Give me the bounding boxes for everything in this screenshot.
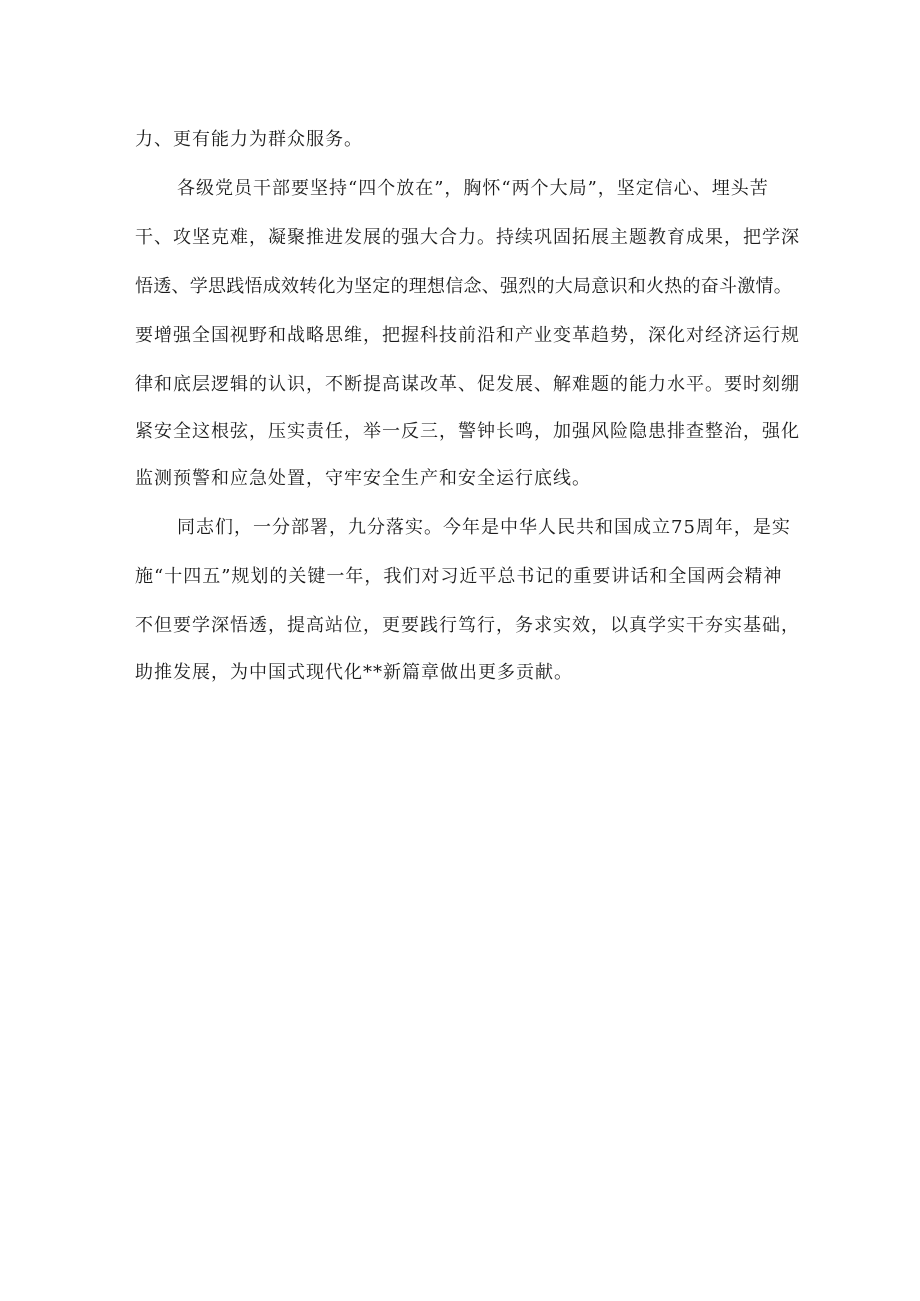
text-line: 助推发展，为中国式现代化**新篇章做出更多贡献。	[135, 662, 573, 683]
text-line: 力、更有能力为群众服务。	[135, 129, 363, 150]
text-line: 施“十四五”规划的关键一年，我们对习近平总书记的重要讲话和全国两会精神	[135, 566, 783, 587]
text-line: 监测预警和应急处置，守牢安全生产和安全运行底线。	[135, 468, 591, 489]
text-line: 要增强全国视野和战略思维，把握科技前沿和产业变革趋势，深化对经济运行规	[135, 325, 800, 346]
text-line: 各级党员干部要坚持“四个放在”，胸怀“两个大局”，坚定信心、埋头苦	[177, 178, 769, 199]
text-line: 律和底层逻辑的认识，不断提高谋改革、促发展、解难题的能力水平。要时刻绷	[135, 374, 800, 395]
text-line: 紧安全这根弦，压实责任，举一反三，警钟长鸣，加强风险隐患排查整治，强化	[135, 421, 800, 442]
text-line: 同志们，一分部署，九分落实。今年是中华人民共和国成立75周年，是实	[177, 517, 791, 538]
text-line: 不但要学深悟透，提高站位，更要践行笃行，务求实效，以真学实干夯实基础，	[135, 615, 800, 636]
text-line: 干、攻坚克难，凝聚推进发展的强大合力。持续巩固拓展主题教育成果，把学深	[135, 227, 800, 248]
text-line: 悟透、学思践悟成效转化为坚定的理想信念、强烈的大局意识和火热的奋斗激情。	[135, 276, 792, 297]
